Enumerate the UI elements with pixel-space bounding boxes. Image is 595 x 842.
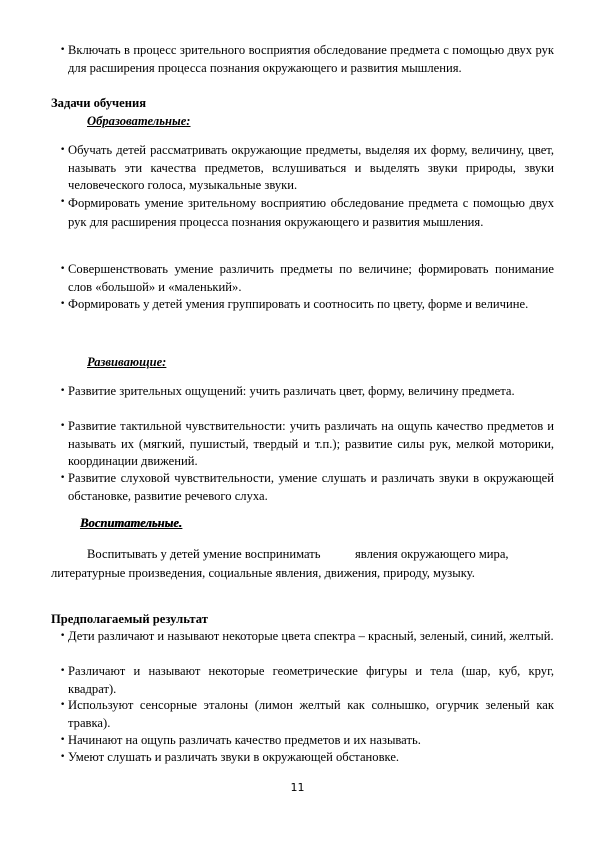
bullet-icon: • — [60, 421, 66, 431]
bullet-icon: • — [60, 752, 66, 762]
educational-item-text: Формировать у детей умения группировать и соотносить по цвету, форме и величине. — [68, 297, 529, 311]
developing-item-text: Развитие зрительных ощущений: учить различать цвет, форму, величину предмета. — [68, 384, 515, 398]
bullet-icon: • — [60, 666, 66, 676]
upbringing-line-1 — [87, 545, 321, 564]
bullet-icon: • — [60, 145, 66, 155]
educational-list-item — [60, 296, 554, 314]
bullet-icon: • — [60, 197, 66, 207]
developing-list-item — [60, 383, 554, 401]
developing-list-item — [60, 418, 554, 471]
section-title: Задачи обучения — [51, 96, 147, 110]
educational-item-text: Формировать умение зрительному восприятию обследование предмета с помощью двух рук для расширения процесса познания окружающего и развития мышления. — [68, 196, 554, 229]
result-item-text: Используют сенсорные эталоны (лимон желтый как солнышко, огурчик зеленый как травка). — [68, 698, 554, 730]
bullet-icon: • — [60, 700, 66, 710]
upbringing-text-part-2: явления окружающего мира, — [355, 547, 509, 561]
upbringing-text-line-2: литературные произведения, социальные явления, движения, природу, музыку. — [51, 566, 475, 580]
result-item-text: Начинают на ощупь различать качество предметов и их называть. — [68, 733, 421, 747]
result-list-item — [60, 663, 554, 698]
educational-list-item — [60, 261, 554, 296]
upbringing-line-2 — [51, 564, 475, 583]
bullet-icon: • — [60, 473, 66, 483]
upbringing-text-part-1: Воспитывать у детей умение воспринимать — [87, 547, 321, 561]
bullet-icon: • — [60, 386, 66, 396]
intro-item-text: Включать в процесс зрительного восприятия обследование предмета с помощью двух рук для расширения процесса познания окружающего и развития мышления. — [68, 43, 554, 75]
educational-list-item — [60, 194, 554, 232]
developing-list-item — [60, 470, 554, 505]
bullet-icon: • — [60, 45, 66, 55]
educational-item-text: Совершенствовать умение различить предметы по величине; формировать понимание слов «большой» и «маленький». — [68, 262, 554, 294]
bullet-icon: • — [60, 735, 66, 745]
result-list-item — [60, 749, 554, 767]
result-title: Предполагаемый результат — [51, 612, 208, 626]
developing-heading: Развивающие: — [87, 355, 167, 369]
developing-item-text: Развитие слуховой чувствительности, умение слушать и различать звуки в окружающей обстановке, развитие речевого слуха. — [68, 471, 554, 503]
upbringing-line-1-continued — [355, 545, 509, 564]
result-item-text: Дети различают и называют некоторые цвета спектра – красный, зеленый, синий, желтый. — [68, 629, 554, 643]
educational-heading: Образовательные: — [87, 114, 191, 128]
result-list-item — [60, 628, 554, 646]
page-number: 11 — [290, 781, 305, 794]
bullet-icon: • — [60, 631, 66, 641]
result-list-item — [60, 732, 554, 750]
bullet-icon: • — [60, 264, 66, 274]
developing-item-text: Развитие тактильной чувствительности: учить различать на ощупь качество предметов и называть их (мягкий, пушистый, твердый и т.п.); развитие силы рук, мелкой моторики, координации движений. — [68, 419, 554, 468]
result-item-text: Различают и называют некоторые геометрические фигуры и тела (шар, куб, круг, квадрат). — [68, 664, 554, 696]
upbringing-heading: Воспитательные. — [80, 516, 182, 530]
result-item-text: Умеют слушать и различать звуки в окружающей обстановке. — [68, 750, 400, 764]
intro-list-item — [60, 42, 554, 77]
educational-item-text: Обучать детей рассматривать окружающие предметы, выделяя их форму, величину, цвет, называть эти качества предметов, вслушиваться и выделять звуки природы, звуки человеческого голоса, музыкальные звуки. — [68, 143, 554, 192]
educational-list-item — [60, 142, 554, 195]
result-list-item — [60, 697, 554, 732]
bullet-icon: • — [60, 299, 66, 309]
